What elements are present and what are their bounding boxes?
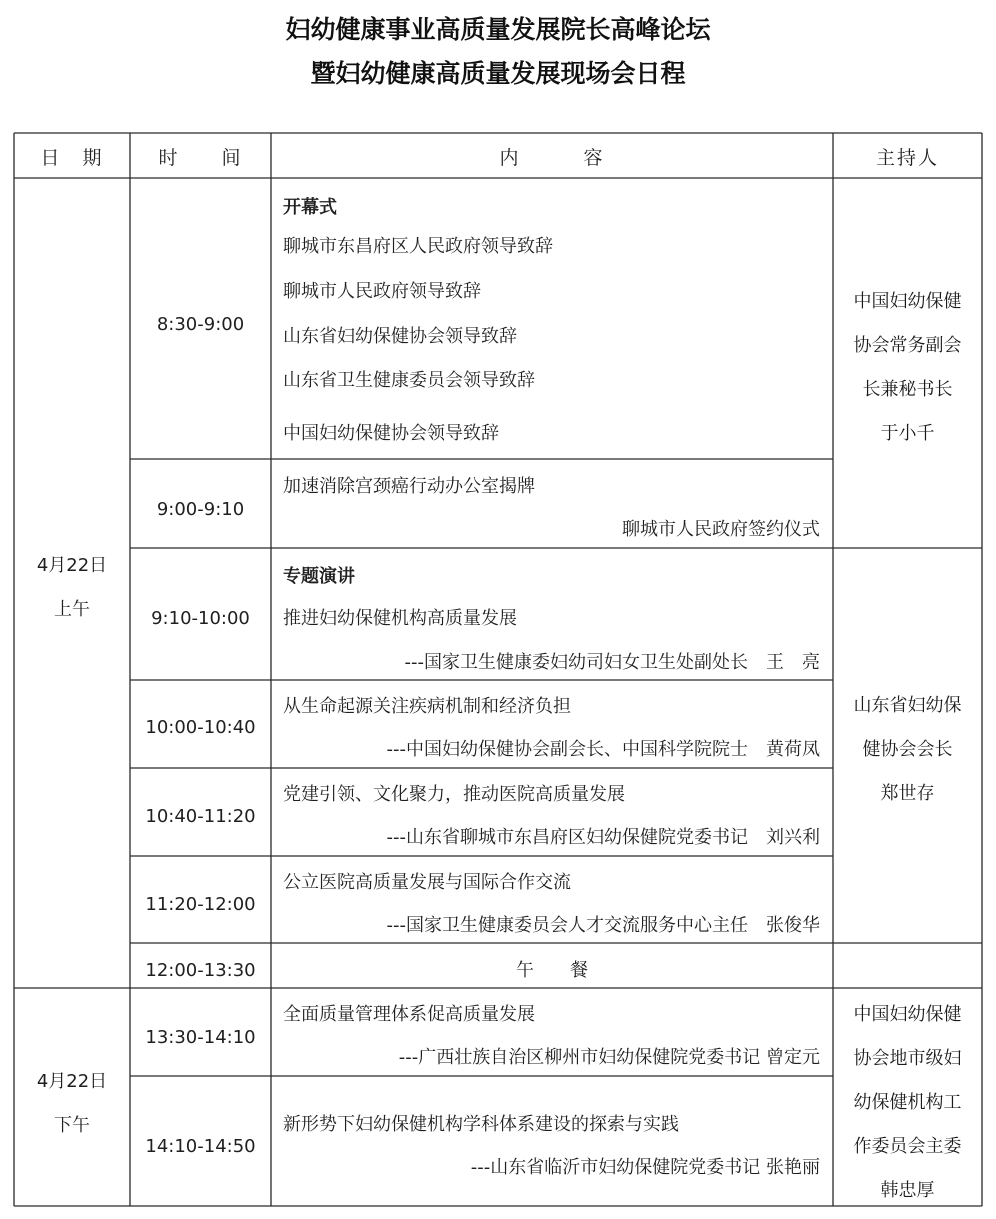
talk-speaker: ---中国妇幼保健协会副会长、中国科学院院士 黄荷凤 bbox=[386, 739, 820, 760]
session-time: 9:00-9:10 bbox=[156, 499, 245, 520]
page-subtitle: 暨妇幼健康高质量发展现场会日程 bbox=[310, 59, 686, 88]
agenda-line: 山东省卫生健康委员会领导致辞 bbox=[283, 370, 535, 391]
session-time: 14:10-14:50 bbox=[145, 1136, 256, 1157]
agenda-line: 山东省妇幼保健协会领导致辞 bbox=[283, 326, 517, 347]
header-host: 主持人 bbox=[875, 147, 939, 169]
host-line: 幼保健机构工 bbox=[853, 1092, 962, 1113]
lunch-label: 午 餐 bbox=[516, 960, 588, 981]
talk-topic: 公立医院高质量发展与国际合作交流 bbox=[283, 872, 571, 893]
talk-topic: 党建引领、文化聚力，推动医院高质量发展 bbox=[283, 784, 625, 805]
agenda-line: 聊城市东昌府区人民政府领导致辞 bbox=[283, 236, 553, 257]
talk-topic: 新形势下妇幼保健机构学科体系建设的探索与实践 bbox=[283, 1114, 679, 1135]
talk-topic: 从生命起源关注疾病机制和经济负担 bbox=[283, 696, 571, 717]
host-line: 中国妇幼保健 bbox=[853, 291, 962, 312]
agenda-line: 中国妇幼保健协会领导致辞 bbox=[283, 423, 499, 444]
session-heading: 专题演讲 bbox=[283, 566, 355, 587]
session-time: 8:30-9:00 bbox=[156, 314, 245, 335]
date-afternoon-period: 下午 bbox=[54, 1115, 90, 1136]
talk-speaker: ---山东省聊城市东昌府区妇幼保健院党委书记 刘兴利 bbox=[386, 827, 820, 848]
talk-speaker: ---国家卫生健康委妇幼司妇女卫生处副处长 王 亮 bbox=[404, 652, 820, 673]
agenda-line: 聊城市人民政府领导致辞 bbox=[283, 281, 481, 302]
agenda-line: 聊城市人民政府签约仪式 bbox=[622, 519, 820, 540]
date-morning-period: 上午 bbox=[54, 599, 90, 620]
session-time: 10:40-11:20 bbox=[145, 806, 256, 827]
host-name: 韩忠厚 bbox=[880, 1180, 935, 1201]
host-block bbox=[833, 993, 982, 1213]
host-block bbox=[833, 684, 982, 816]
host-name: 于小千 bbox=[880, 423, 935, 444]
host-block bbox=[833, 280, 982, 456]
header-time: 时 间 bbox=[158, 147, 243, 169]
agenda-line: 加速消除宫颈癌行动办公室揭牌 bbox=[283, 476, 535, 497]
host-line: 长兼秘书长 bbox=[862, 379, 953, 400]
talk-speaker: ---国家卫生健康委员会人才交流服务中心主任 张俊华 bbox=[386, 915, 820, 936]
header-content: 内 容 bbox=[499, 147, 605, 169]
host-line: 健协会会长 bbox=[862, 739, 953, 760]
talk-topic: 推进妇幼保健机构高质量发展 bbox=[283, 608, 517, 629]
date-morning-day: 4月22日 bbox=[36, 555, 108, 576]
host-line: 协会常务副会 bbox=[853, 335, 962, 356]
host-line: 山东省妇幼保 bbox=[853, 695, 962, 716]
session-time: 10:00-10:40 bbox=[145, 717, 256, 738]
session-time: 13:30-14:10 bbox=[145, 1027, 256, 1048]
host-line: 协会地市级妇 bbox=[853, 1048, 962, 1069]
talk-topic: 全面质量管理体系促高质量发展 bbox=[283, 1004, 535, 1025]
date-afternoon-day: 4月22日 bbox=[36, 1071, 108, 1092]
session-heading: 开幕式 bbox=[283, 197, 337, 218]
host-name: 郑世存 bbox=[880, 783, 935, 804]
header-date: 日 期 bbox=[40, 147, 104, 169]
host-line: 作委员会主委 bbox=[853, 1136, 962, 1157]
talk-speaker: ---山东省临沂市妇幼保健院党委书记 张艳丽 bbox=[470, 1157, 820, 1178]
session-time: 12:00-13:30 bbox=[145, 960, 256, 981]
page-title: 妇幼健康事业高质量发展院长高峰论坛 bbox=[285, 15, 711, 44]
session-time: 9:10-10:00 bbox=[151, 608, 250, 629]
host-line: 中国妇幼保健 bbox=[853, 1004, 962, 1025]
session-time: 11:20-12:00 bbox=[145, 894, 256, 915]
talk-speaker: ---广西壮族自治区柳州市妇幼保健院党委书记 曾定元 bbox=[398, 1047, 820, 1068]
